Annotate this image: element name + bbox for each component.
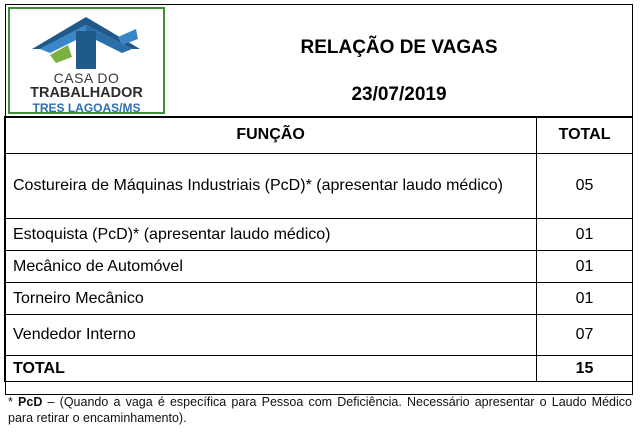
header: [6, 5, 632, 118]
vacancies-table: [4, 116, 633, 382]
function-cell: Mecânico de Automóvel: [5, 251, 537, 283]
house-mark-icon: [10, 9, 163, 71]
page-title: RELAÇÃO DE VAGAS: [300, 37, 498, 58]
column-header-function: FUNÇÃO: [5, 117, 537, 154]
table-row: [5, 283, 633, 315]
total-cell: 05: [537, 154, 633, 219]
total-value-cell: 15: [537, 356, 633, 382]
footnote: [8, 394, 632, 426]
logo-text-trabalhador: TRABALHADOR: [30, 85, 143, 101]
table-row: [5, 315, 633, 356]
function-cell: Estoquista (PcD)* (apresentar laudo médico): [5, 219, 537, 251]
logo-text-casa-do: CASA DO: [53, 70, 120, 86]
total-cell: 01: [537, 251, 633, 283]
function-cell: Vendedor Interno: [5, 315, 537, 356]
function-cell: Costureira de Máquinas Industriais (PcD)* (apresentar laudo médico): [5, 154, 537, 219]
footnote-asterisk: *: [8, 395, 13, 409]
footnote-text: – (Quando a vaga é específica para Pessoa com Deficiência. Necessário apresentar o Laudo Médico para retirar o encaminhamento).: [8, 395, 632, 425]
total-cell: 01: [537, 283, 633, 315]
casa-do-trabalhador-logo: [8, 7, 165, 114]
footnote-term: PcD: [18, 395, 43, 409]
total-label-cell: TOTAL: [5, 356, 537, 382]
page-date: 23/07/2019: [351, 84, 447, 105]
total-cell: 01: [537, 219, 633, 251]
table-header-row: [5, 117, 633, 154]
function-cell: Torneiro Mecânico: [5, 283, 537, 315]
column-header-total: TOTAL: [537, 117, 633, 154]
table-row: [5, 251, 633, 283]
table-row: [5, 154, 633, 219]
logo-text-city: TRES LAGOAS/MS: [32, 101, 141, 115]
table-row: [5, 219, 633, 251]
table-total-row: [5, 356, 633, 382]
total-cell: 07: [537, 315, 633, 356]
